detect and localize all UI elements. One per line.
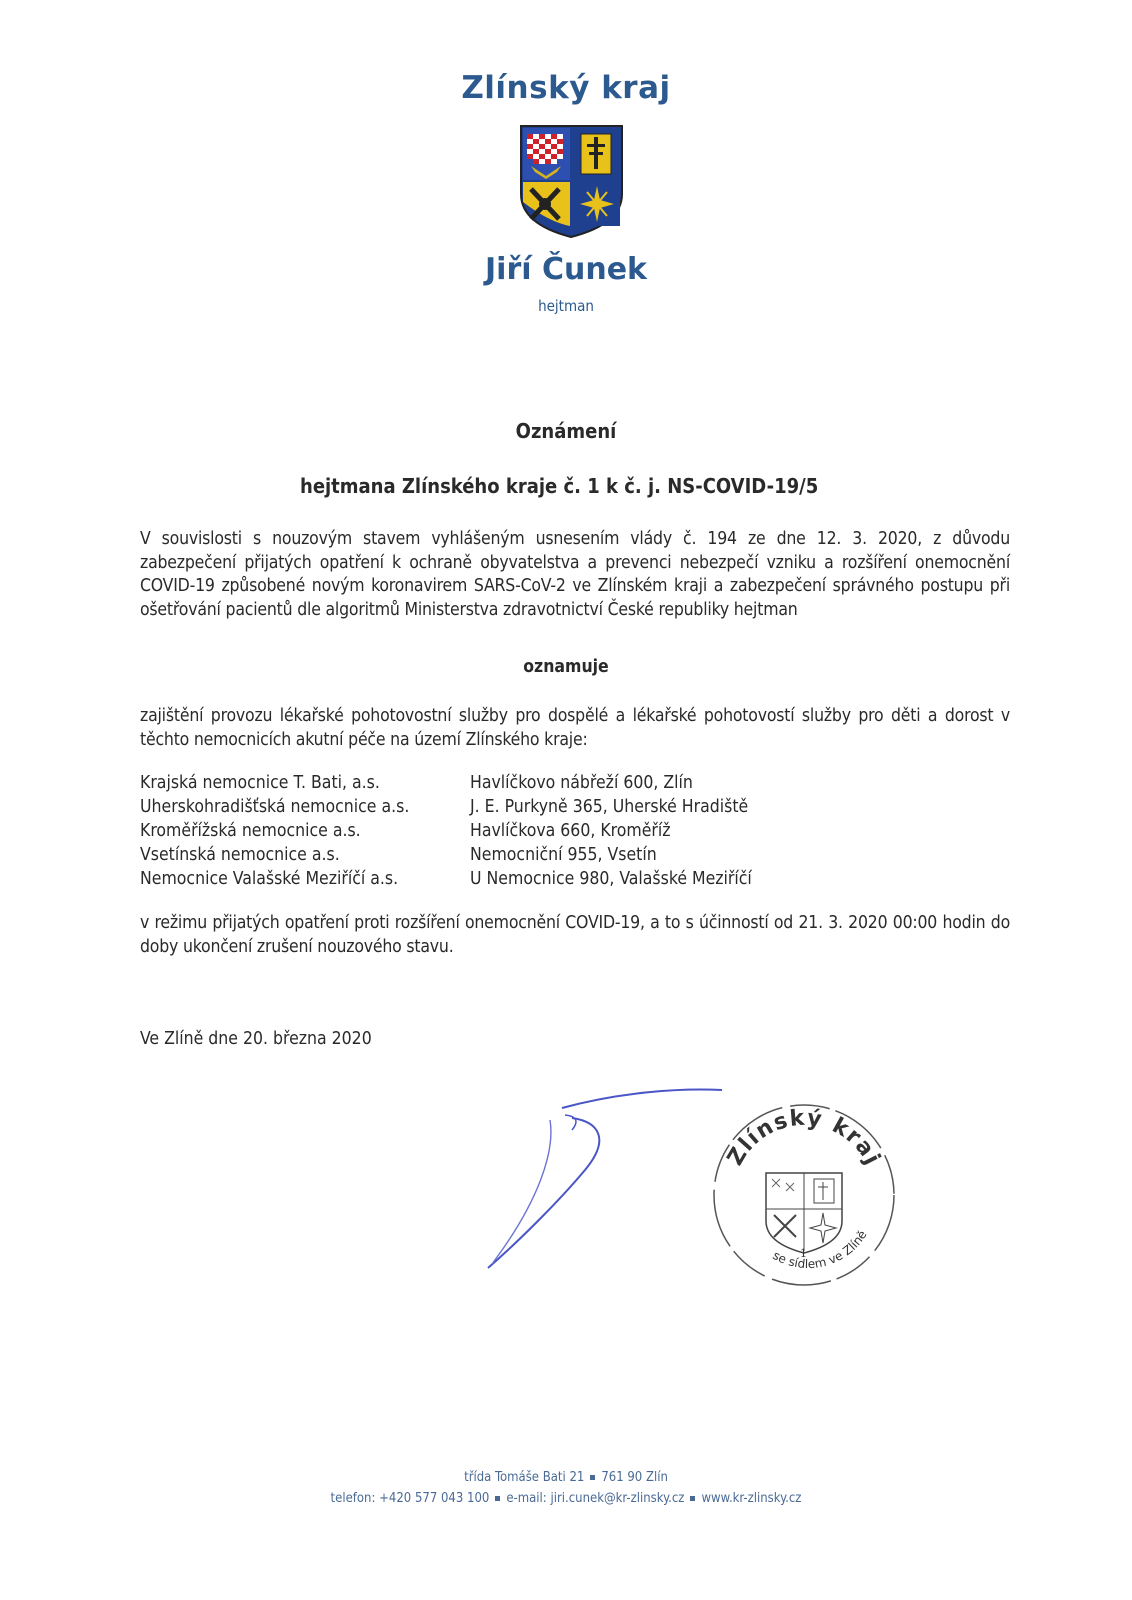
hospital-address: J. E. Purkyně 365, Uherské Hradiště xyxy=(470,797,749,817)
separator-dot xyxy=(590,1475,595,1480)
hospital-row xyxy=(140,773,900,797)
hospital-list xyxy=(140,773,900,893)
hospital-row xyxy=(140,821,900,845)
svg-text:Zlínský kraj xyxy=(723,1106,885,1170)
footer-phone: telefon: +420 577 043 100 xyxy=(330,1491,490,1506)
organization-title: Zlínský kraj xyxy=(461,70,671,106)
stamp-number: 1 xyxy=(800,1247,807,1260)
footer xyxy=(0,1467,1132,1509)
stamp-bottom-text: se sídlem ve Zlíně xyxy=(770,1227,870,1272)
official-stamp-icon xyxy=(704,1095,904,1295)
svg-text:se sídlem ve Zlíně xyxy=(770,1228,869,1271)
coat-of-arms-icon xyxy=(519,124,624,239)
hospital-address: Nemocniční 955, Vsetín xyxy=(470,845,657,865)
hospital-name: Kroměřížská nemocnice a.s. xyxy=(140,821,361,841)
validity-paragraph: v režimu přijatých opatření proti rozšíření onemocnění COVID-19, a to s účinností od 21. 3. 2020 00:00 hodin do doby ukončení zrušení nouzového stavu. xyxy=(140,913,1010,957)
signature-icon xyxy=(480,1080,730,1280)
footer-email[interactable]: e-mail: jiri.cunek@kr-zlinsky.cz xyxy=(506,1491,685,1506)
separator-dot xyxy=(495,1496,500,1501)
hospital-address: Havlíčkova 660, Kroměříž xyxy=(470,821,671,841)
hospital-name: Vsetínská nemocnice a.s. xyxy=(140,845,340,865)
hospital-name: Nemocnice Valašské Meziříčí a.s. xyxy=(140,869,399,889)
document-title: Oznámení xyxy=(515,419,617,443)
intro-paragraph: V souvislosti s nouzovým stavem vyhlášeným usnesením vlády č. 194 ze dne 12. 3. 2020, z důvodu zabezpečení přijatých opatření k ochraně obyvatelstva a prevenci nebezpečí vzniku a rozšíření onemocnění COVID-19 způsobené novým koronavirem SARS-CoV-2 ve Zlínském kraji a zabezpečení správného postupu při ošetřování pacientů dle algoritmů Ministerstva zdravotnictví České republiky hejtman xyxy=(140,529,1010,620)
service-paragraph: zajištění provozu lékařské pohotovostní služby pro dospělé a lékařské pohotovostí služby pro děti a dorost v těchto nemocnicích akutní péče na území Zlínského kraje: xyxy=(140,706,1010,750)
document-subtitle: hejtmana Zlínského kraje č. 1 k č. j. NS-COVID-19/5 xyxy=(300,474,819,498)
footer-web[interactable]: www.kr-zlinsky.cz xyxy=(701,1491,802,1506)
hospital-row xyxy=(140,869,900,893)
hospital-row xyxy=(140,797,900,821)
hospital-address: Havlíčkovo nábřeží 600, Zlín xyxy=(470,773,693,793)
place-date: Ve Zlíně dne 20. března 2020 xyxy=(140,1029,372,1049)
hospital-address: U Nemocnice 980, Valašské Meziříčí xyxy=(470,869,752,889)
hospital-row xyxy=(140,845,900,869)
hospital-name: Krajská nemocnice T. Bati, a.s. xyxy=(140,773,380,793)
governor-name: Jiří Čunek xyxy=(485,252,647,287)
hospital-name: Uherskohradišťská nemocnice a.s. xyxy=(140,797,410,817)
footer-city: 761 90 Zlín xyxy=(601,1470,668,1485)
governor-role: hejtman xyxy=(538,297,594,315)
announces-heading: oznamuje xyxy=(523,657,609,677)
stamp-top-text: Zlínský kraj xyxy=(722,1105,886,1170)
footer-street: třída Tomáše Bati 21 xyxy=(464,1470,585,1485)
separator-dot xyxy=(690,1496,695,1501)
